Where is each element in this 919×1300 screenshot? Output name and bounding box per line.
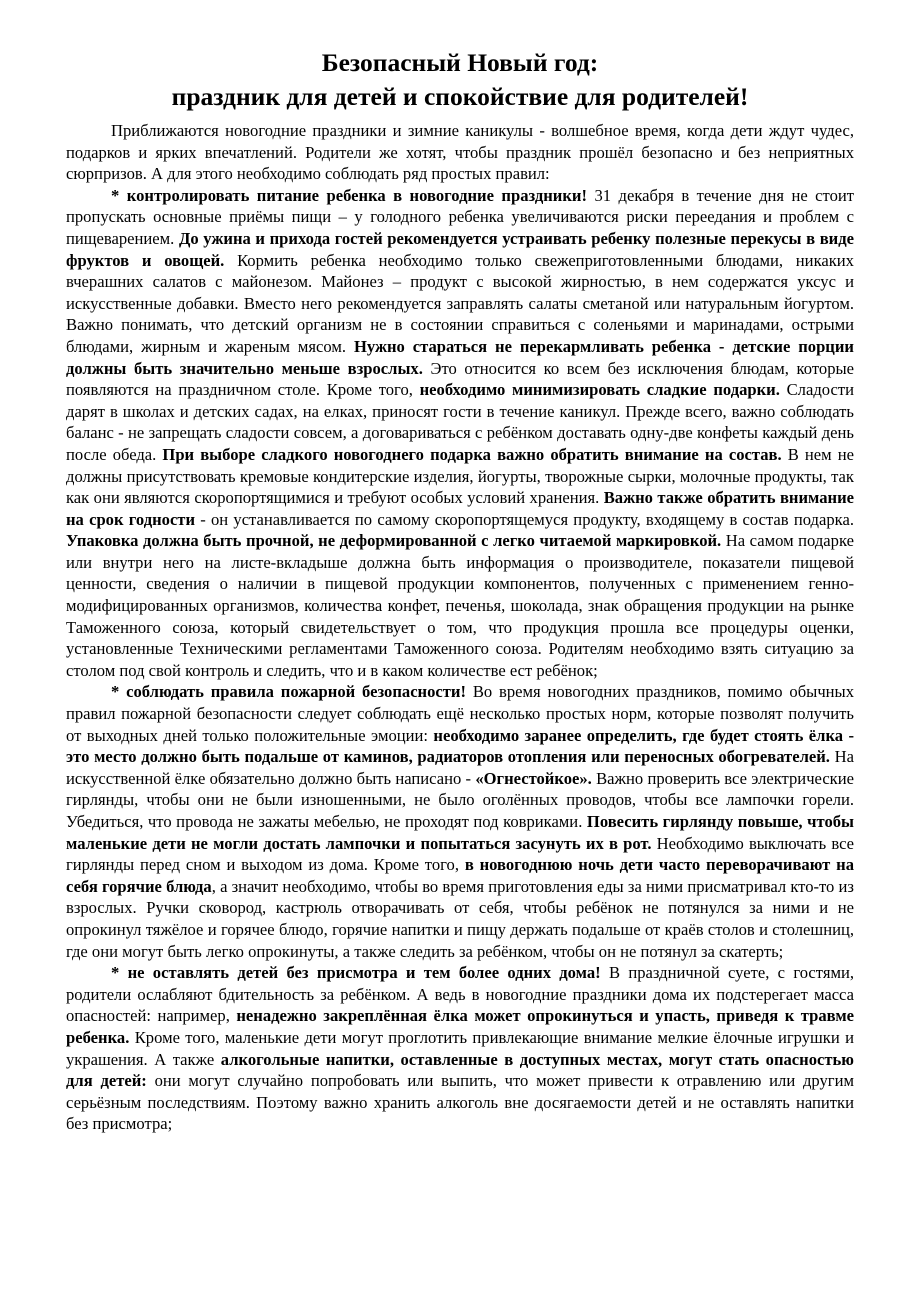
bold-text-run: необходимо минимизировать сладкие подарки. [419, 380, 780, 400]
bold-text-run: * не оставлять детей без присмотра и тем более одних дома! [111, 963, 601, 983]
text-run: Важно проверить все электрические гирлянды, чтобы они не были изношенными, не было оголённых проводов, чтобы все лампочки горели. Убедиться, что провода не зажаты мебелью, не проходят под ковриками. [66, 768, 854, 831]
text-run: Кормить ребенка необходимо только свежеприготовленными блюдами, никаких вчерашних салатов с майонезом. Майонез – продукт с высокой жирностью, в нем содержатся уксус и искусственные добавки. Вместо него рекомендуется заправлять салаты сметаной или натуральным йогуртом. Важно понимать, что детский организм не в состоянии справиться с соленьями и маринадами, острыми блюдами, жирным и жареным мясом. [66, 250, 854, 356]
text-run: - он устанавливается по самому скоропортящемуся продукту, входящему в состав подарка. [195, 509, 854, 529]
text-run: В нем не должны присутствовать кремовые кондитерские изделия, йогурты, творожные сырки, молочные продукты, так как они являются скоропортящимися и требуют особых условий хранения. [66, 444, 854, 508]
text-run: Это относится ко всем без исключения блюдам, которые появляются на праздничном столе. Кроме того, [66, 358, 854, 400]
text-run: В праздничной суете, с гостями, родители ослабляют бдительность за ребёнком. А ведь в новогодние праздники дома их подстерегает масса опасностей: например, [66, 963, 854, 1026]
text-run: Необходимо выключать все гирлянды перед сном и выходом из дома. Кроме того, [66, 833, 855, 875]
bold-text-run: * контролировать питание ребенка в новогодние праздники! [111, 185, 588, 205]
bold-text-run: алкогольные напитки, оставленные в доступных местах, могут стать опасностью для детей: [66, 1049, 854, 1091]
document-body [66, 120, 854, 1135]
bold-text-run: ненадежно закреплённая ёлка может опрокинуться и упасть, приведя к травме ребенка. [66, 1006, 854, 1047]
text-run: Во время новогодних праздников, помимо обычных правил пожарной безопасности следует соблюдать ещё несколько простых норм, которые позволят получить от выходных дней только положительные эмоции: [66, 682, 854, 745]
paragraph-supervision [66, 962, 854, 1135]
bold-text-run: До ужина и прихода гостей рекомендуется устраивать ребенку полезные перекусы в виде фруктов и овощей. [66, 228, 854, 270]
paragraph-fire-safety [66, 681, 854, 962]
title-line-1: Безопасный Новый год: [321, 48, 599, 77]
text-run: Кроме того, маленькие дети могут проглотить привлекающие внимание мелкие ёлочные игрушки и украшения. А также [66, 1027, 854, 1069]
bold-text-run: * соблюдать правила пожарной безопасности! [111, 682, 467, 702]
text-run: На искусственной ёлке обязательно должно быть написано - [66, 747, 854, 788]
paragraph-intro [66, 120, 854, 185]
text-run: , а значит необходимо, чтобы во время приготовления еды за ними присматривал кто-то из взрослых. Ручки сковород, кастрюль отворачивать от себя, чтобы ребёнок не потянулся за ними и не опрокинул тяжёлое и горячее блюдо, горячие напитки и пищу держать подальше от краёв столов и столешниц, где они могут быть легко опрокинуты, а также следить за ребёнком, чтобы он не потянул за скатерть; [66, 876, 854, 961]
text-run: На самом подарке или внутри него на листе-вкладыше должна быть информация о производителе, показатели пищевой ценности, сведения о наличии в пищевой продукции компонентов, полученных с применением генно-модифицированных организмов, количества конфет, печенья, шоколада, знак обращения продукции на рынке Таможенного союза, который свидетельствует о том, что продукция прошла все процедуры оценки, установленные Техническими регламентами Таможенного союза. Родителям необходимо взять ситуацию за столом под свой контроль и следить, что и в каком количестве ест ребёнок; [66, 531, 854, 680]
bold-text-run: Нужно стараться не перекармливать ребенка - детские порции должны быть значительно меньше взрослых. [66, 336, 854, 378]
bold-text-run: Важно также обратить внимание на срок годности [66, 488, 854, 529]
text-run: Сладости дарят в школах и детских садах, на елках, приносят гости в течение каникул. Прежде всего, важно соблюдать баланс - не запрещать сладости совсем, а договариваться с ребёнком доставать одну-две конфеты каждый день после обеда. [66, 380, 854, 464]
text-run: они могут случайно попробовать или выпить, что может привести к отравлению или другим серьёзным последствиям. Поэтому важно хранить алкоголь вне досягаемости детей и не оставлять напитки без присмотра; [66, 1071, 854, 1134]
bold-text-run: в новогоднюю ночь дети часто переворачивают на себя горячие блюда [66, 855, 854, 896]
paragraph-nutrition [66, 185, 854, 682]
document-page [66, 46, 854, 1135]
text-run: Приближаются новогодние праздники и зимние каникулы - волшебное время, когда дети ждут чудес, подарков и ярких впечатлений. Родители же хотят, чтобы праздник прошёл безопасно и без неприятных сюрпризов. А для этого необходимо соблюдать ряд простых правил: [66, 121, 854, 184]
title-line-2: праздник для детей и спокойствие для родителей! [171, 82, 749, 111]
bold-text-run: Упаковка должна быть прочной, не деформированной с легко читаемой маркировкой. [66, 531, 722, 551]
document-title [66, 46, 854, 114]
bold-text-run: «Огнестойкое». [475, 768, 592, 788]
text-run: 31 декабря в течение дня не стоит пропускать основные приёмы пищи – у голодного ребенка увеличиваются риски переедания и проблем с пищеварением. [66, 185, 854, 248]
bold-text-run: необходимо заранее определить, где будет стоять ёлка - это место должно быть подальше от каминов, радиаторов отопления или переносных обогревателей. [66, 725, 854, 767]
bold-text-run: При выборе сладкого новогоднего подарка важно обратить внимание на состав. [162, 444, 782, 464]
bold-text-run: Повесить гирлянду повыше, чтобы маленькие дети не могли достать лампочки и попытаться засунуть их в рот. [66, 812, 854, 853]
